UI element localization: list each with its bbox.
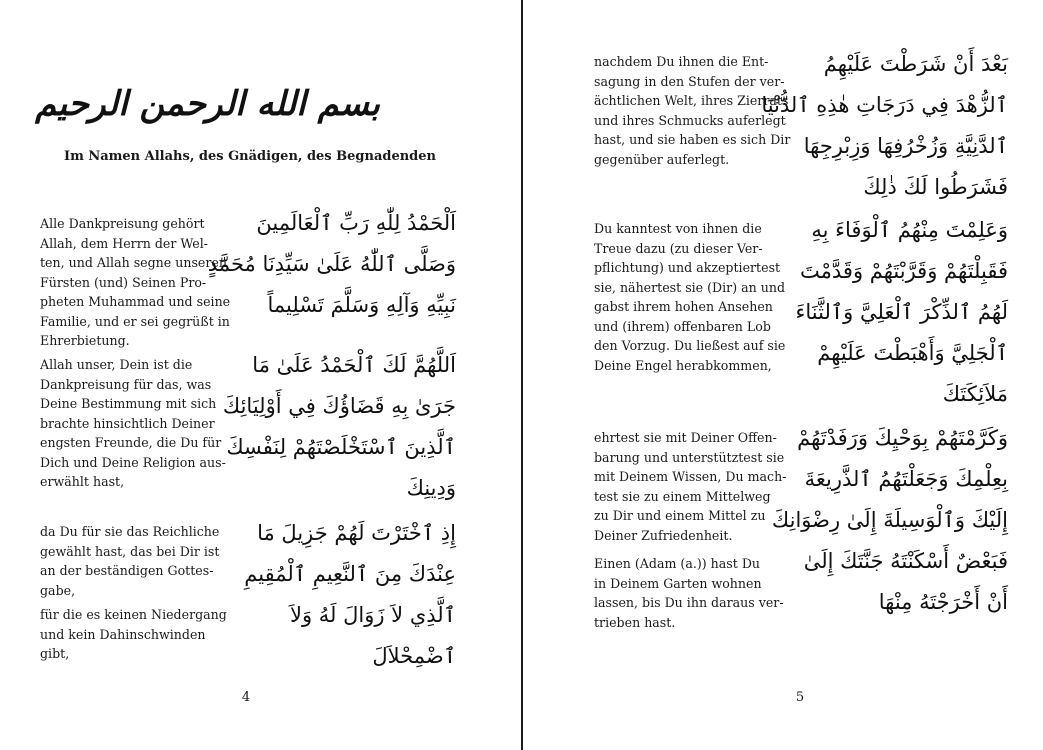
- arabic-line: مَلاَئِكَتَكَ: [942, 382, 1008, 406]
- arabic-line: وَصَلَّى ٱللّٰهُ عَلَىٰ سَيِّدِنَا مُحَمَّدٍ: [207, 252, 456, 276]
- right-page: [524, 0, 1043, 750]
- text-line: Alle Dankpreisung gehört: [40, 216, 205, 231]
- page-heading: Im Namen Allahs, des Gnädigen, des Begnadenden: [63, 149, 436, 164]
- text-line: und ihres Schmucks auferlegt: [594, 112, 786, 128]
- text-line: an der beständigen Gottes-: [40, 563, 214, 578]
- arabic-line: ٱلَّذِينَ ٱسْتَخْلَصْتَهُمْ لِنَفْسِكَ: [226, 435, 456, 459]
- text-line: Dich und Deine Religion aus-: [40, 454, 226, 470]
- german-paragraph: [40, 355, 226, 492]
- arabic-line: ٱلْجَلِيَّ وَأَهْبَطْتَ عَلَيْهِمْ: [817, 341, 1008, 365]
- page-number: 4: [241, 690, 251, 705]
- arabic-paragraph: [772, 418, 1008, 623]
- arabic-line: إِلَيْكَ وَٱلْوَسِيلَةَ إِلَىٰ رِضْوَانِكَ: [771, 508, 1008, 532]
- arabic-line: إِذِ ٱخْتَرْتَ لَهُمْ جَزِيلَ مَا: [257, 521, 456, 545]
- text-line: und (ihrem) offenbaren Lob: [594, 318, 771, 334]
- bismillah-calligraphy: بسم الله الرحمن الرحيم: [35, 84, 380, 124]
- text-line: gabe,: [40, 582, 76, 598]
- text-line: mit Deinem Wissen, Du mach-: [594, 469, 787, 484]
- left-page: [0, 0, 521, 750]
- text-line: Ehrerbietung.: [40, 333, 130, 348]
- text-line: gibt,: [40, 646, 70, 661]
- text-line: Allah, dem Herrn der Wel-: [40, 235, 209, 251]
- text-line: Fürsten (und) Seinen Pro-: [40, 274, 207, 290]
- page-number: 5: [795, 690, 805, 705]
- arabic-line: بِعِلْمِكَ وَجَعَلْتَهُمُ ٱلذَّرِيعَةَ: [804, 467, 1008, 491]
- arabic-line: ٱضْمِحْلاَلَ: [372, 644, 456, 668]
- arabic-line: ٱلَّذِي لاَ زَوَالَ لَهُ وَلاَ: [290, 603, 456, 627]
- text-line: test sie zu einem Mittelweg: [594, 488, 771, 504]
- arabic-line: اَلْحَمْدُ لِلّٰهِ رَبِّ ٱلْعَالَمِينَ: [256, 211, 456, 235]
- text-line: gewählt hast, das bei Dir ist: [40, 543, 220, 559]
- text-line: zu Dir und einem Mittel zu: [594, 508, 766, 523]
- arabic-line: لَهُمُ ٱلذِّكْرَ ٱلْعَلِيَّ وَٱلثَّنَاءَ: [795, 300, 1008, 324]
- text-line: pflichtung) und akzeptiertest: [594, 260, 781, 275]
- text-line: Du kanntest von ihnen die: [594, 221, 762, 236]
- german-paragraph: [594, 219, 785, 375]
- text-line: Treue dazu (zu dieser Ver-: [594, 240, 763, 256]
- text-line: da Du für sie das Reichliche: [40, 524, 220, 539]
- text-line: den Vorzug. Du ließest auf sie: [594, 338, 786, 353]
- german-paragraph: [594, 554, 784, 632]
- text-line: pheten Muhammad und seine: [40, 294, 231, 309]
- arabic-line: ٱلدَّنِيَّةِ وَزُخْرُفِهَا وَزِبْرِجِهَا: [803, 134, 1008, 158]
- german-paragraph: [40, 214, 230, 351]
- text-line: nachdem Du ihnen die Ent-: [594, 54, 769, 69]
- arabic-line: أَنْ أَخْرَجْتَهُ مِنْهَا: [878, 590, 1008, 614]
- german-paragraph: [40, 605, 227, 664]
- text-line: lassen, bis Du ihn daraus ver-: [594, 595, 784, 610]
- text-line: und kein Dahinschwinden: [40, 626, 206, 642]
- arabic-line: فَقَبِلْتَهُمْ وَقَرَّبْتَهُمْ وَقَدَّمْتَ: [800, 259, 1008, 283]
- arabic-line: وَكَرَّمْتَهُمْ بِوَحْيِكَ وَرَفَدْتَهُمْ: [797, 426, 1008, 450]
- text-line: für die es keinen Niedergang: [40, 607, 227, 622]
- text-line: gabst ihrem hohen Ansehen: [594, 299, 773, 314]
- arabic-paragraph: [761, 44, 1008, 208]
- text-line: Deine Engel herabkommen,: [594, 357, 772, 373]
- text-line: Deiner Zufriedenheit.: [594, 527, 733, 543]
- text-line: trieben hast.: [594, 614, 676, 630]
- arabic-line: فَشَرَطُوا لَكَ ذٰلِكَ: [863, 175, 1008, 199]
- arabic-paragraph: [244, 513, 456, 677]
- text-line: barung und unterstütztest sie: [594, 449, 785, 465]
- arabic-paragraph: [796, 210, 1008, 415]
- text-line: ehrtest sie mit Deiner Offen-: [594, 430, 777, 445]
- text-line: Einen (Adam (a.)) hast Du: [594, 556, 761, 571]
- text-line: Deine Bestimmung mit sich: [40, 396, 217, 411]
- text-line: hast, und sie haben es sich Dir: [594, 132, 791, 147]
- arabic-line: وَعَلِمْتَ مِنْهُمُ ٱلْوَفَاءَ بِهِ: [811, 218, 1008, 242]
- arabic-line: بَعْدَ أَنْ شَرَطْتَ عَلَيْهِمُ: [823, 52, 1008, 76]
- text-line: sagung in den Stufen der ver-: [594, 73, 785, 89]
- text-line: in Deinem Garten wohnen: [594, 575, 762, 591]
- text-line: ten, und Allah segne unseren: [40, 255, 227, 270]
- text-line: ächtlichen Welt, ihres Zierrats: [594, 93, 789, 108]
- text-line: Familie, und er sei gegrüßt in: [40, 313, 230, 329]
- text-line: erwählt hast,: [40, 474, 125, 489]
- arabic-line: نَبِيِّهِ وَآلِهِ وَسَلَّمَ تَسْلِيماً: [267, 293, 456, 317]
- text-line: engsten Freunde, die Du für: [40, 435, 222, 450]
- arabic-line: اَللَّهُمَّ لَكَ ٱلْحَمْدُ عَلَىٰ مَا: [252, 353, 456, 377]
- arabic-paragraph: [223, 345, 456, 509]
- text-line: sie, nähertest sie (Dir) an und: [594, 279, 786, 295]
- arabic-line: جَرَىٰ بِهِ قَضَاؤُكَ فِي أَوْلِيَائِكَ: [222, 394, 456, 418]
- arabic-line: عِنْدَكَ مِنَ ٱلنَّعِيمِ ٱلْمُقِيمِ: [244, 562, 456, 586]
- arabic-paragraph: [208, 203, 456, 326]
- text-line: Dankpreisung für das, was: [40, 376, 212, 392]
- text-line: Allah unser, Dein ist die: [40, 357, 193, 372]
- text-line: brachte hinsichtlich Deiner: [40, 415, 215, 431]
- text-line: gegenüber auferlegt.: [594, 151, 730, 167]
- german-paragraph: [594, 428, 786, 545]
- arabic-line: وَدِينِكَ: [406, 476, 456, 500]
- arabic-line: فَبَعْضٌ أَسْكَنْتَهُ جَنَّتَكَ إِلَىٰ: [803, 549, 1008, 573]
- arabic-line: ٱلزُّهْدَ فِي دَرَجَاتِ هٰذِهِ ٱلدُّنْيَا: [761, 93, 1008, 117]
- book-spine-divider: [521, 0, 523, 750]
- german-paragraph: [40, 522, 219, 600]
